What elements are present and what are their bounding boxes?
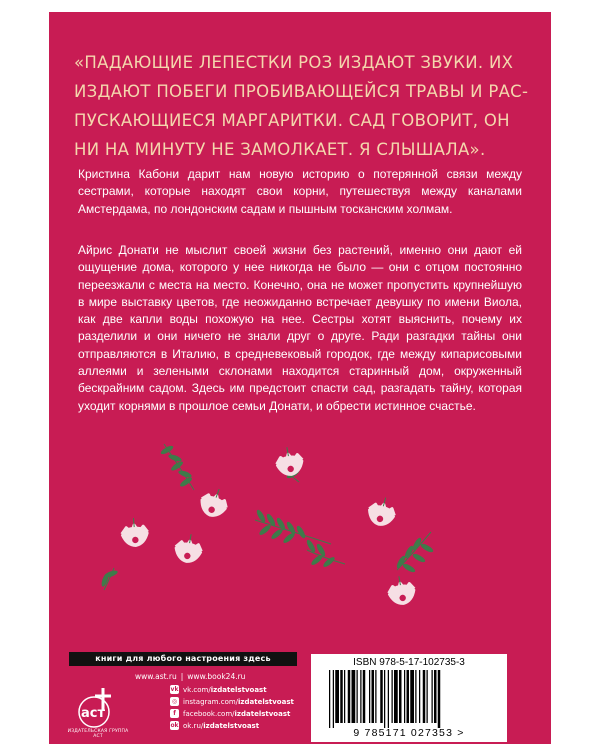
site-link[interactable]: www.ast.ru — [135, 672, 177, 681]
barcode-bar — [388, 670, 389, 728]
description-paragraph-1: Кристина Кабони дарит нам новую историю о потерянной связи между сестрами, которые находят свои корни, путешествуя между каналами Амстердама, по лондонским садам и пышным тосканским холмам. — [78, 167, 522, 216]
barcode-bar — [333, 670, 334, 728]
barcode-bars — [327, 670, 491, 728]
quote-line: ПУСКАЮЩИЕСЯ МАРГАРИТКИ. САД ГОВОРИТ, ОН — [74, 111, 510, 130]
barcode-bar — [372, 670, 375, 723]
flower — [385, 574, 418, 607]
flower — [196, 484, 232, 521]
barcode-bar — [384, 670, 385, 728]
quote-line: НИ НА МИНУТУ НЕ ЗАМОЛКАЕТ. Я СЛЫШАЛА». — [74, 140, 486, 159]
barcode-bar — [427, 670, 428, 723]
flower — [273, 445, 306, 478]
leaf-branch — [305, 539, 345, 569]
barcode-bar — [394, 670, 398, 723]
barcode-bar — [404, 670, 405, 723]
barcode-bar — [392, 670, 393, 723]
barcode-bar — [434, 670, 437, 723]
barcode-box — [311, 654, 507, 742]
barcode-bar — [410, 670, 414, 723]
publisher-logo — [71, 680, 123, 732]
barcode-bar — [352, 670, 356, 723]
description-paragraph-2: Айрис Донати не мыслит своей жизни без растений, именно они дают ей ощущение дома, которого у нее никогда не было — они с отцом постоянно переезжали с места на место. Конечно, она не может пропустить крупнейшую в мире выставку цветов, где неожиданно встречает девушку по имени Виола, как две капли воды похожую на нее. Сестры хотят выяснить, почему их разделили и они ничего не знали друг о друге. Ради разгадки тайны они отправляются в Италию, в средневековый городок, где между кипарисовыми аллеями и зелеными склонами находится старинный дом, окруженный бескрайним садом. Здесь им предстоит спасти сад, разгадать тайну, которая уходит корнями в прошлое семьи Донати, и обрести истинное счастье. — [78, 243, 522, 413]
quote-line: «ПАДАЮЩИЕ ЛЕПЕСТКИ РОЗ ИЗДАЮТ ЗВУКИ. ИХ — [74, 53, 514, 72]
flower — [119, 517, 149, 548]
leaf-branch — [255, 509, 331, 545]
social-link-instagram[interactable]: ◎ instagram.com/ izdatelstvoast — [171, 697, 294, 706]
leaf-branch — [100, 568, 118, 590]
cover-quote — [74, 48, 534, 164]
barcode-bar — [348, 670, 351, 723]
flower — [172, 532, 205, 565]
barcode-bar — [363, 670, 366, 723]
barcode-bar — [335, 670, 339, 723]
imprint-label: ИЗДАТЕЛЬСКАЯ ГРУППА АСТ — [67, 729, 129, 739]
barcode-bar — [419, 670, 420, 723]
barcode-bar — [438, 670, 441, 728]
social-link-ok[interactable]: ok ok.ru/ izdatelstvoast — [170, 721, 260, 730]
barcode-bar — [399, 670, 402, 723]
slogan-bar: книги для любого настроения здесь — [69, 652, 297, 666]
barcode-bar — [329, 670, 330, 728]
quote-line: ИЗДАЮТ ПОБЕГИ ПРОБИВАЮЩЕЙСЯ ТРАВЫ И РАС- — [74, 82, 529, 101]
barcode-bar — [407, 670, 410, 723]
barcode-bar — [357, 670, 358, 723]
facebook-icon: f — [170, 709, 179, 718]
publisher-sites: www.ast.ru | www.book24.ru — [135, 672, 246, 681]
site-link[interactable]: www.book24.ru — [187, 672, 246, 681]
barcode-bar — [415, 670, 416, 723]
barcode-bar — [340, 670, 343, 723]
barcode-bar — [344, 670, 345, 723]
leaf-branch — [395, 532, 434, 574]
flower — [365, 494, 400, 529]
barcode-bar — [380, 670, 383, 723]
flowers-illustration — [49, 440, 551, 640]
social-links — [170, 684, 294, 732]
barcode-bar — [360, 670, 361, 723]
social-link-facebook[interactable]: f facebook.com/ izdatelstvoast — [170, 708, 294, 719]
ok-icon: ok — [170, 722, 179, 729]
barcode-bar — [423, 670, 426, 723]
instagram-icon: ◎ — [171, 698, 178, 705]
barcode-bar — [369, 670, 370, 723]
vk-icon: vk — [170, 686, 179, 693]
barcode-bar — [375, 670, 376, 723]
isbn: ISBN 978-5-17-102735-3 — [353, 657, 465, 668]
barcode-bar — [432, 670, 433, 723]
leaf-branch — [160, 444, 194, 490]
social-link-vk[interactable]: vk vk.com/ izdatelstvoast — [170, 685, 267, 694]
barcode-digits: 9 785171 027353 > — [353, 727, 465, 739]
logo-text: аст — [80, 706, 106, 721]
